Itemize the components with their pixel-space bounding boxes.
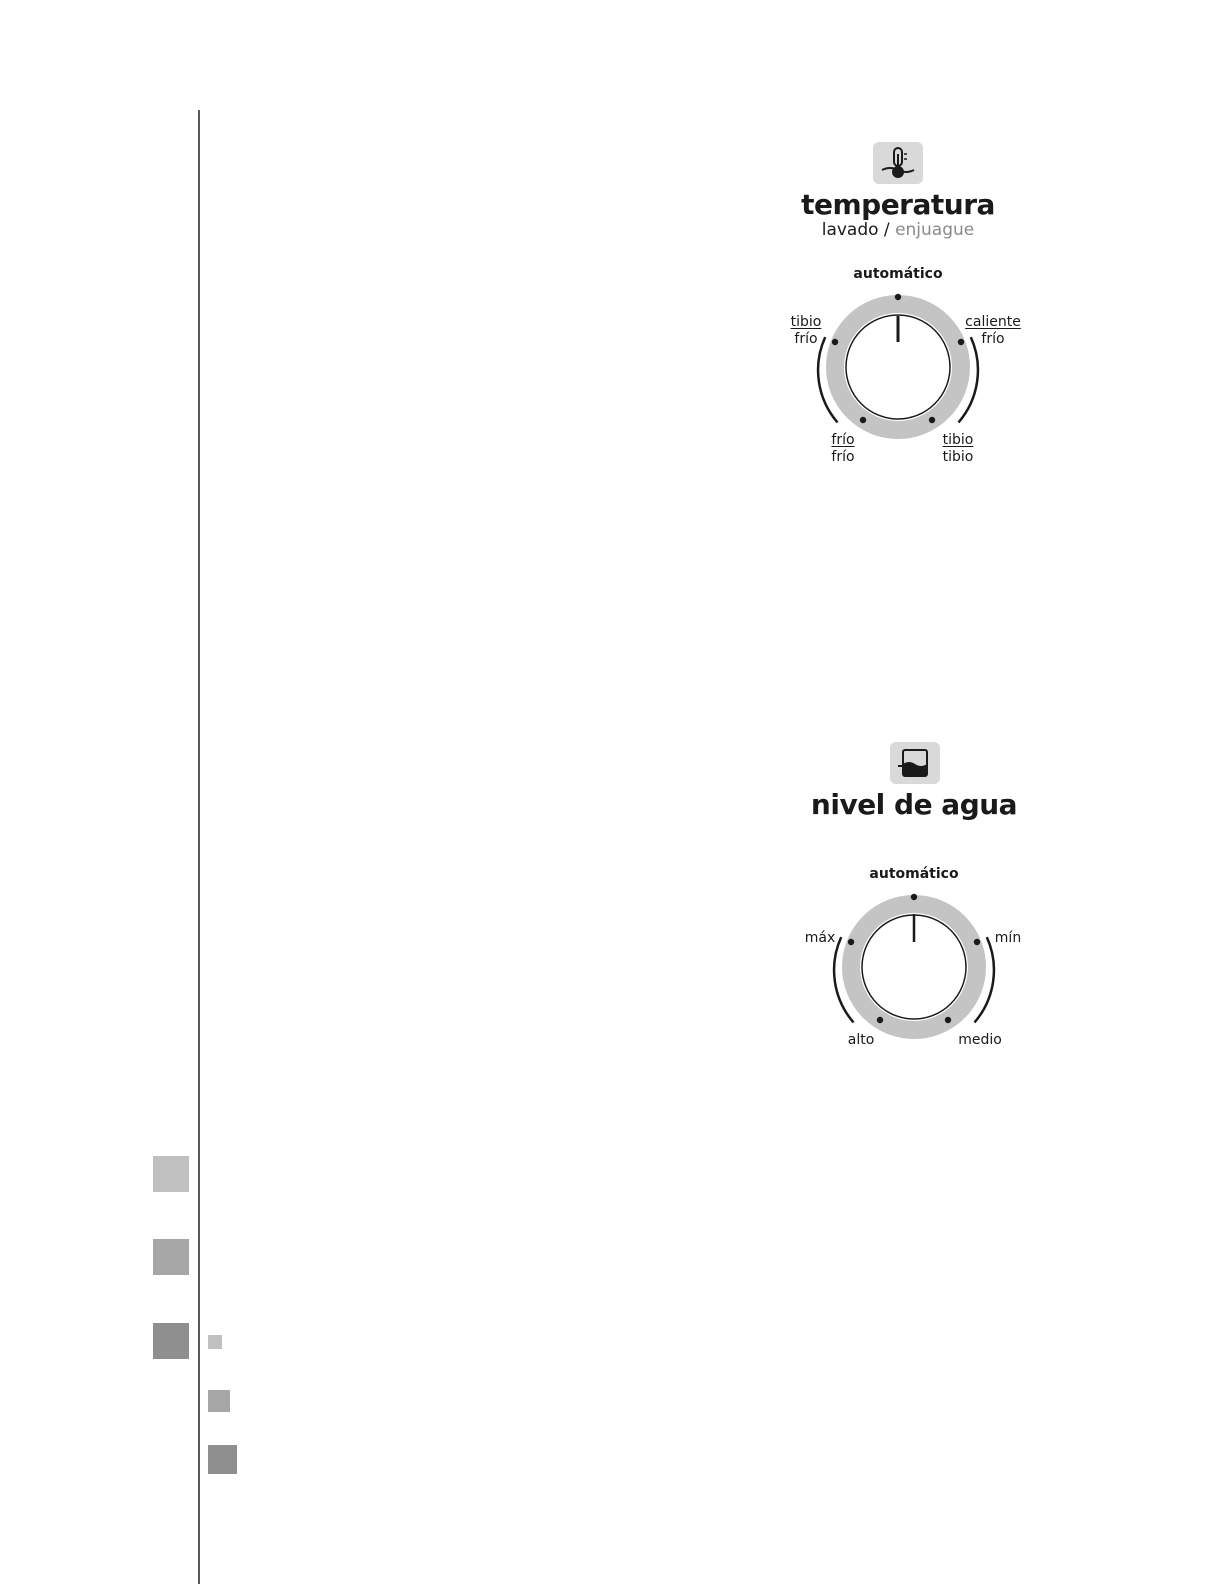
- temperature-title: temperatura: [801, 188, 995, 221]
- temp-position-dot: [958, 339, 964, 345]
- water-position-dot: [974, 939, 980, 945]
- water-level-title: nivel de agua: [810, 788, 1018, 821]
- legend-square-large: [208, 1445, 237, 1474]
- legend-square-medium: [208, 1390, 230, 1412]
- water-position-dot: [911, 894, 917, 900]
- water-position-dot: [848, 939, 854, 945]
- water-position-dot: [877, 1017, 883, 1023]
- tab-square-mid: [153, 1239, 189, 1275]
- water-label-high: alto: [847, 1032, 875, 1048]
- temp-label-warm-warm: tibio tibio: [942, 432, 974, 465]
- water-level-knob[interactable]: [824, 880, 1004, 1060]
- legend-square-small: [208, 1335, 222, 1349]
- temp-position-dot: [832, 339, 838, 345]
- water-label-min: mín: [994, 930, 1022, 946]
- water-label-automatic: automático: [869, 866, 959, 882]
- temp-position-dot: [895, 294, 901, 300]
- subtitle-rinse: enjuague: [895, 220, 975, 240]
- thermometer-water-icon: [873, 142, 923, 184]
- temp-label-hot-cold: caliente frío: [965, 314, 1021, 347]
- temperature-knob[interactable]: [808, 280, 988, 460]
- temp-label-automatic: automático: [853, 266, 943, 282]
- temp-position-dot: [860, 417, 866, 423]
- tab-square-light: [153, 1156, 189, 1192]
- temp-position-dot: [929, 417, 935, 423]
- water-label-medium: medio: [958, 1032, 1002, 1048]
- subtitle-wash: lavado /: [821, 220, 890, 240]
- water-level-tub-icon: [890, 742, 940, 784]
- margin-rule: [198, 110, 200, 1584]
- water-position-dot: [945, 1017, 951, 1023]
- water-label-max: máx: [804, 930, 836, 946]
- temp-label-cold-cold: frío frío: [831, 432, 855, 465]
- tab-square-dark: [153, 1323, 189, 1359]
- temperature-subtitle: [798, 220, 998, 240]
- temp-label-warm-cold: tibio frío: [790, 314, 822, 347]
